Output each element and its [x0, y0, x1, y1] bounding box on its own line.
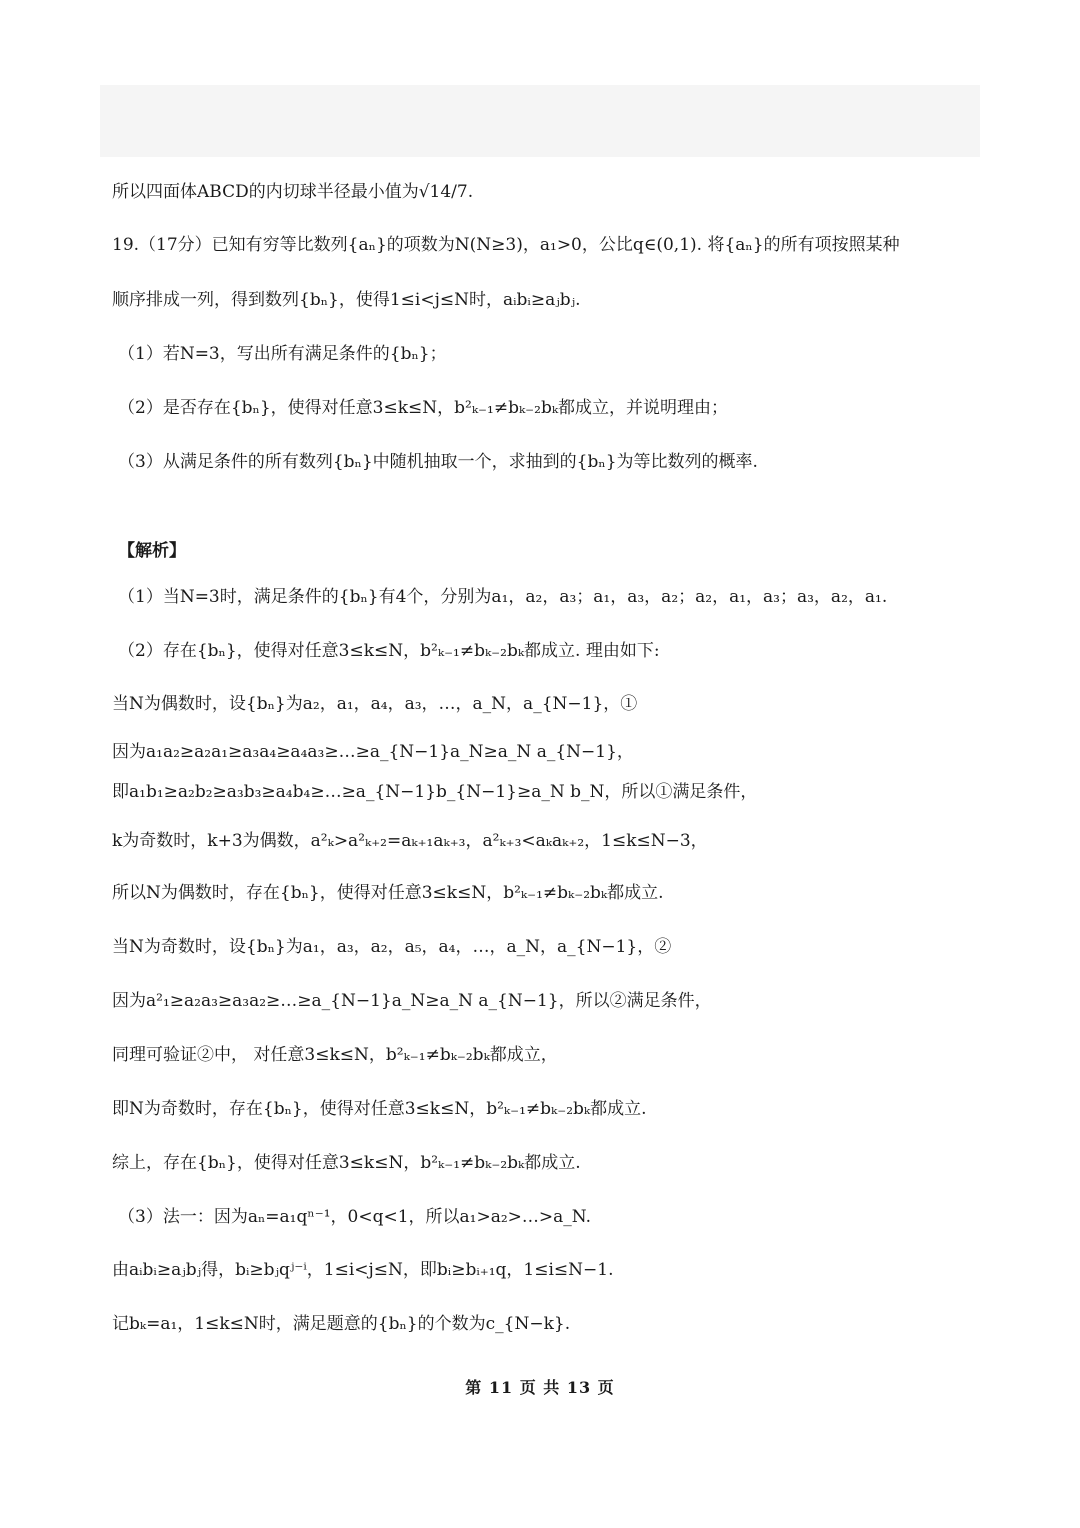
line-answer-3-count: 记bₖ=a₁，1≤k≤N时，满足题意的{bₙ}的个数为c_{N−k}. — [112, 1314, 571, 1334]
line-odd-conclusion: 即N为奇数时，存在{bₙ}，使得对任意3≤k≤N，b²ₖ₋₁≠bₖ₋₂bₖ都成立. — [112, 1099, 647, 1119]
line-problem-19-header: 19.（17分）已知有穷等比数列{aₙ}的项数为N(N≥3)，a₁>0，公比q∈(0,1). 将{aₙ}的所有项按照某种 — [112, 235, 900, 255]
line-answer-2-intro: （2）存在{bₙ}，使得对任意3≤k≤N，b²ₖ₋₁≠bₖ₋₂bₖ都成立. 理由如下: — [118, 641, 660, 661]
top-shaded-band — [100, 85, 980, 157]
line-summary: 综上，存在{bₙ}，使得对任意3≤k≤N，b²ₖ₋₁≠bₖ₋₂bₖ都成立. — [112, 1153, 581, 1173]
line-question-1: （1）若N=3，写出所有满足条件的{bₙ}； — [118, 344, 447, 364]
line-even-conclusion: 所以N为偶数时，存在{bₙ}，使得对任意3≤k≤N，b²ₖ₋₁≠bₖ₋₂bₖ都成立. — [112, 883, 664, 903]
page-footer: 第 11 页 共 13 页 — [465, 1378, 615, 1397]
line-question-2: （2）是否存在{bₙ}，使得对任意3≤k≤N，b²ₖ₋₁≠bₖ₋₂bₖ都成立，并说明理由； — [118, 398, 729, 418]
line-odd-k: k为奇数时，k+3为偶数，a²ₖ>a²ₖ₊₂=aₖ₊₁aₖ₊₃，a²ₖ₊₃<aₖaₖ₊₂，1≤k≤N−3， — [112, 831, 708, 851]
line-answer-3-derivation: 由aᵢbᵢ≥aⱼbⱼ得，bᵢ≥bⱼqʲ⁻ⁱ，1≤i<j≤N，即bᵢ≥bᵢ₊₁q，1≤i≤N−1. — [112, 1260, 614, 1280]
line-even-case: 当N为偶数时，设{bₙ}为a₂，a₁，a₄，a₃，…，a_N，a_{N−1}，① — [112, 694, 638, 714]
line-even-inequality: 因为a₁a₂≥a₂a₁≥a₃a₄≥a₄a₃≥…≥a_{N−1}a_N≥a_N a_{N−1}， — [112, 742, 634, 762]
line-odd-case: 当N为奇数时，设{bₙ}为a₁，a₃，a₂，a₅，a₄，…，a_N，a_{N−1}，② — [112, 937, 672, 957]
solution-heading: 【解析】 — [118, 541, 186, 561]
line-problem-19-condition: 顺序排成一列，得到数列{bₙ}，使得1≤i<j≤N时，aᵢbᵢ≥aⱼbⱼ. — [112, 290, 581, 310]
line-inradius-conclusion: 所以四面体ABCD的内切球半径最小值为√14/7. — [112, 182, 474, 202]
line-answer-3-method-1: （3）法一：因为aₙ=a₁qⁿ⁻¹，0<q<1，所以a₁>a₂>…>a_N. — [118, 1207, 591, 1227]
line-odd-inequality: 因为a²₁≥a₂a₃≥a₃a₂≥…≥a_{N−1}a_N≥a_N a_{N−1}，所以②满足条件， — [112, 991, 712, 1011]
line-even-condition-met: 即a₁b₁≥a₂b₂≥a₃b₃≥a₄b₄≥…≥a_{N−1}b_{N−1}≥a_N b_N，所以①满足条件， — [112, 782, 758, 802]
line-odd-verify: 同理可验证②中， 对任意3≤k≤N，b²ₖ₋₁≠bₖ₋₂bₖ都成立， — [112, 1045, 558, 1065]
line-answer-1: （1）当N=3时，满足条件的{bₙ}有4个，分别为a₁，a₂，a₃；a₁，a₃，a₂；a₂，a₁，a₃；a₃，a₂，a₁. — [118, 587, 888, 607]
line-question-3: （3）从满足条件的所有数列{bₙ}中随机抽取一个，求抽到的{bₙ}为等比数列的概率. — [118, 452, 758, 472]
